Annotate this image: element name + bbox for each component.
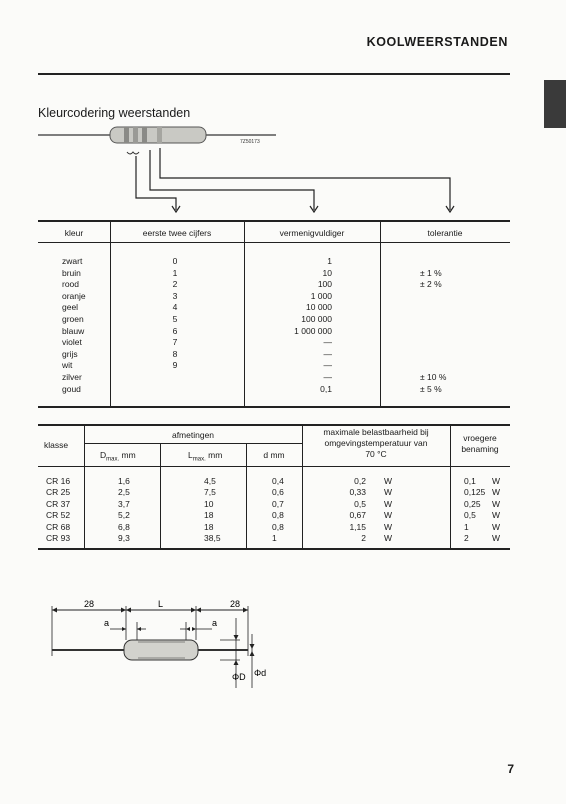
dim-header-d: d mm xyxy=(263,450,285,460)
dim-table-vline-1 xyxy=(84,424,85,548)
cell-klasse: CR 25 xyxy=(46,487,71,497)
dim-table-sub-rule xyxy=(84,443,302,444)
dim-header-vroegere-benaming: vroegere benaming xyxy=(461,433,499,454)
cell-cijfer: 0 xyxy=(172,256,178,266)
cell-cijfer: 3 xyxy=(172,291,178,301)
cell-belastbaarheid: 1,15 xyxy=(349,522,366,532)
cell-dmax: 1,6 xyxy=(118,476,130,486)
cell-cijfer: 9 xyxy=(172,360,178,370)
cell-vroegere-benaming-unit: W xyxy=(492,499,501,509)
cell-vroegere-benaming: 0,25 xyxy=(464,499,481,509)
cell-tolerantie: ± 2 % xyxy=(420,279,442,289)
cell-belastbaarheid: 2 xyxy=(361,533,366,543)
dim-header-afmetingen: afmetingen xyxy=(171,430,215,440)
cell-klasse: CR 37 xyxy=(46,499,71,509)
header-rule xyxy=(38,73,510,75)
cell-kleur: oranje xyxy=(62,291,86,301)
cell-vermenigvuldiger: 1 000 000 xyxy=(294,326,332,336)
col-header-kleur: kleur xyxy=(64,228,84,238)
cell-kleur: grijs xyxy=(62,349,78,359)
col-header-tolerantie: tolerantie xyxy=(427,228,463,238)
resistor-color-diagram xyxy=(0,118,566,218)
cell-dmax: 5,2 xyxy=(118,510,130,520)
cell-belastbaarheid: 0,5 xyxy=(354,499,366,509)
cell-klasse: CR 93 xyxy=(46,533,71,543)
cell-cijfer: 2 xyxy=(172,279,178,289)
figure-code: 7Z50173 xyxy=(240,139,260,145)
cell-kleur: rood xyxy=(62,279,80,289)
col-header-vermenigvuldiger: vermenigvuldiger xyxy=(279,228,345,238)
cell-lmax: 18 xyxy=(204,522,214,532)
section-title: Kleurcodering weerstanden xyxy=(38,106,191,120)
cell-kleur: goud xyxy=(62,384,81,394)
cell-kleur: zilver xyxy=(62,372,82,382)
cell-belastbaarheid-unit: W xyxy=(384,476,393,486)
cell-vroegere-benaming: 0,5 xyxy=(464,510,476,520)
cell-lmax: 38,5 xyxy=(204,533,221,543)
cell-d: 0,8 xyxy=(272,522,284,532)
cell-cijfer: 1 xyxy=(172,268,178,278)
cell-dmax: 6,8 xyxy=(118,522,130,532)
color-table-vline-1 xyxy=(110,220,111,406)
cell-belastbaarheid: 0,33 xyxy=(349,487,366,497)
resistor-dimension-drawing xyxy=(0,592,566,692)
dim-a-right-label: a xyxy=(212,618,218,628)
dim-header-belastbaarheid: maximale belastbaarheid bij omgevingstemperatuur van 70 °C xyxy=(323,427,429,459)
cell-vroegere-benaming-unit: W xyxy=(492,476,501,486)
cell-belastbaarheid-unit: W xyxy=(384,533,393,543)
cell-vermenigvuldiger: 100 000 xyxy=(301,314,332,324)
cell-kleur: groen xyxy=(62,314,84,324)
cell-vermenigvuldiger: 10 xyxy=(322,268,332,278)
page-number: 7 xyxy=(507,762,514,776)
dim-a-left-label: a xyxy=(104,618,110,628)
cell-vroegere-benaming-unit: W xyxy=(492,522,501,532)
cell-vermenigvuldiger: — xyxy=(323,349,332,359)
cell-lmax: 7,5 xyxy=(204,487,216,497)
cell-belastbaarheid-unit: W xyxy=(384,522,393,532)
cell-vermenigvuldiger: 1 xyxy=(327,256,332,266)
dim-header-dmax: $D_{max.}$ mm xyxy=(100,450,136,463)
cell-cijfer: 5 xyxy=(172,314,178,324)
cell-tolerantie: ± 5 % xyxy=(420,384,442,394)
dim-header-lmax: $L_{max.}$ mm xyxy=(188,450,223,463)
cell-vermenigvuldiger: 10 000 xyxy=(306,302,332,312)
cell-d: 1 xyxy=(272,533,277,543)
cell-vroegere-benaming: 0,125 xyxy=(464,487,486,497)
dim-phid-label: Φd xyxy=(254,668,267,678)
col-header-cijfers: eerste twee cijfers xyxy=(142,228,212,238)
cell-klasse: CR 52 xyxy=(46,510,71,520)
dim-body-length-label: L xyxy=(158,599,164,609)
cell-klasse: CR 68 xyxy=(46,522,71,532)
cell-belastbaarheid: 0,67 xyxy=(349,510,366,520)
dim-table-header-rule xyxy=(38,466,510,467)
dim-phiD-label: ΦD xyxy=(232,672,246,682)
cell-cijfer: 4 xyxy=(172,302,178,312)
dim-lead-right-label: 28 xyxy=(230,599,241,609)
cell-vroegere-benaming: 1 xyxy=(464,522,469,532)
color-table-bottom-rule xyxy=(38,406,510,408)
cell-cijfer: 7 xyxy=(172,337,178,347)
cell-dmax: 3,7 xyxy=(118,499,130,509)
color-table-header-rule xyxy=(38,242,510,243)
cell-d: 0,6 xyxy=(272,487,284,497)
cell-belastbaarheid-unit: W xyxy=(384,487,393,497)
cell-vermenigvuldiger: 100 xyxy=(317,279,332,289)
cell-cijfer: 6 xyxy=(172,326,178,336)
cell-belastbaarheid: 0,2 xyxy=(354,476,366,486)
cell-kleur: wit xyxy=(62,360,73,370)
cell-kleur: bruin xyxy=(62,268,81,278)
cell-kleur: geel xyxy=(62,302,79,312)
dim-table-top-rule xyxy=(38,424,510,426)
cell-vermenigvuldiger: 0,1 xyxy=(320,384,332,394)
cell-tolerantie: ± 1 % xyxy=(420,268,442,278)
cell-vroegere-benaming: 2 xyxy=(464,533,469,543)
cell-tolerantie: ± 10 % xyxy=(420,372,447,382)
cell-vermenigvuldiger: — xyxy=(323,372,332,382)
cell-vroegere-benaming-unit: W xyxy=(492,533,501,543)
cell-klasse: CR 16 xyxy=(46,476,71,486)
cell-lmax: 10 xyxy=(204,499,214,509)
cell-d: 0,7 xyxy=(272,499,284,509)
cell-dmax: 9,3 xyxy=(118,533,130,543)
color-table-vline-3 xyxy=(380,220,381,406)
cell-vroegere-benaming: 0,1 xyxy=(464,476,476,486)
dim-lead-left-label: 28 xyxy=(84,599,95,609)
dim-table-vline-2 xyxy=(160,443,161,548)
cell-lmax: 18 xyxy=(204,510,214,520)
cell-d: 0,4 xyxy=(272,476,284,486)
cell-vroegere-benaming-unit: W xyxy=(492,510,501,520)
cell-belastbaarheid-unit: W xyxy=(384,510,393,520)
dim-header-klasse: klasse xyxy=(44,440,69,450)
cell-vroegere-benaming-unit: W xyxy=(492,487,501,497)
page-header-title: KOOLWEERSTANDEN xyxy=(366,35,508,49)
cell-dmax: 2,5 xyxy=(118,487,130,497)
cell-cijfer: 8 xyxy=(172,349,178,359)
cell-kleur: blauw xyxy=(62,326,85,336)
cell-vermenigvuldiger: — xyxy=(323,337,332,347)
cell-kleur: zwart xyxy=(62,256,83,266)
cell-belastbaarheid-unit: W xyxy=(384,499,393,509)
cell-vermenigvuldiger: 1 000 xyxy=(310,291,332,301)
cell-d: 0,8 xyxy=(272,510,284,520)
dim-table-bottom-rule xyxy=(38,548,510,550)
color-table-top-rule xyxy=(38,220,510,222)
cell-vermenigvuldiger: — xyxy=(323,360,332,370)
cell-kleur: violet xyxy=(62,337,82,347)
cell-lmax: 4,5 xyxy=(204,476,216,486)
